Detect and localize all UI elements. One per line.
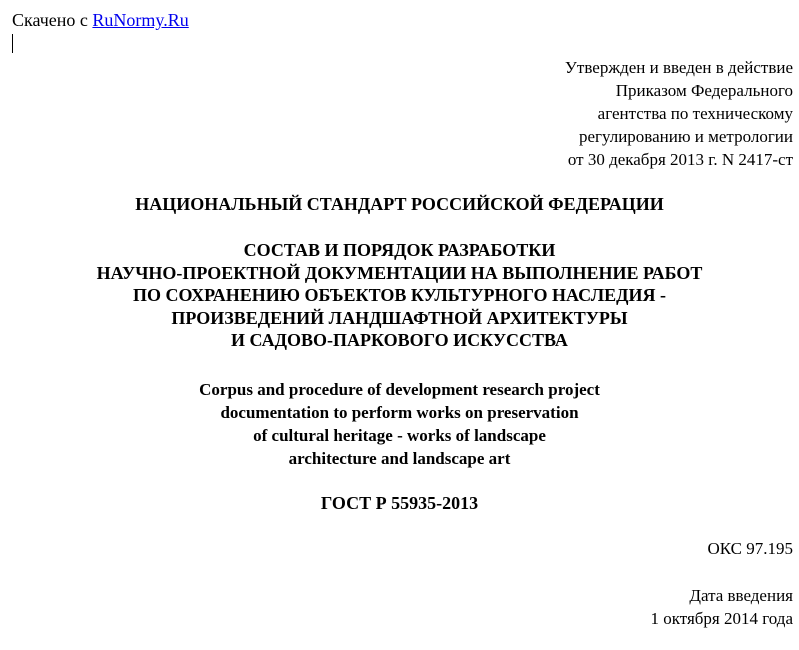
title-russian [0, 239, 799, 352]
title-ru-line: СОСТАВ И ПОРЯДОК РАЗРАБОТКИ [243, 240, 556, 260]
title-en-line: of cultural heritage - works of landscape [253, 426, 546, 445]
title-ru-line: НАУЧНО-ПРОЕКТНОЙ ДОКУМЕНТАЦИИ НА ВЫПОЛНЕНИЕ РАБОТ [96, 262, 703, 283]
title-english [0, 378, 799, 470]
approval-line: Утвержден и введен в действие [564, 58, 793, 77]
oks-code: ОКС 97.195 [707, 539, 793, 558]
approval-block [565, 56, 793, 171]
introduction-date: 1 октября 2014 года [650, 609, 793, 628]
source-line [12, 9, 189, 31]
source-prefix: Скачено с [12, 10, 93, 30]
source-link[interactable]: RuNormy.Ru [92, 10, 189, 30]
approval-line: регулированию и метрологии [578, 127, 793, 146]
title-en-line: Corpus and procedure of development research project [199, 380, 600, 399]
standard-type-heading: НАЦИОНАЛЬНЫЙ СТАНДАРТ РОССИЙСКОЙ ФЕДЕРАЦИИ [135, 194, 664, 214]
introduction-date-block [650, 584, 793, 630]
introduction-label: Дата введения [689, 586, 793, 605]
approval-line: агентства по техническому [597, 104, 793, 123]
title-ru-line: ПРОИЗВЕДЕНИЙ ЛАНДШАФТНОЙ АРХИТЕКТУРЫ [171, 307, 628, 328]
title-ru-line: И САДОВО-ПАРКОВОГО ИСКУССТВА [231, 330, 568, 350]
text-cursor [12, 34, 13, 53]
title-ru-line: ПО СОХРАНЕНИЮ ОБЪЕКТОВ КУЛЬТУРНОГО НАСЛЕДИЯ - [132, 285, 667, 305]
title-en-line: documentation to perform works on preservation [220, 403, 579, 422]
gost-number: ГОСТ Р 55935-2013 [320, 493, 479, 513]
approval-line: Приказом Федерального [615, 81, 793, 100]
approval-line: от 30 декабря 2013 г. N 2417-ст [567, 150, 793, 169]
title-en-line: architecture and landscape art [288, 449, 511, 468]
